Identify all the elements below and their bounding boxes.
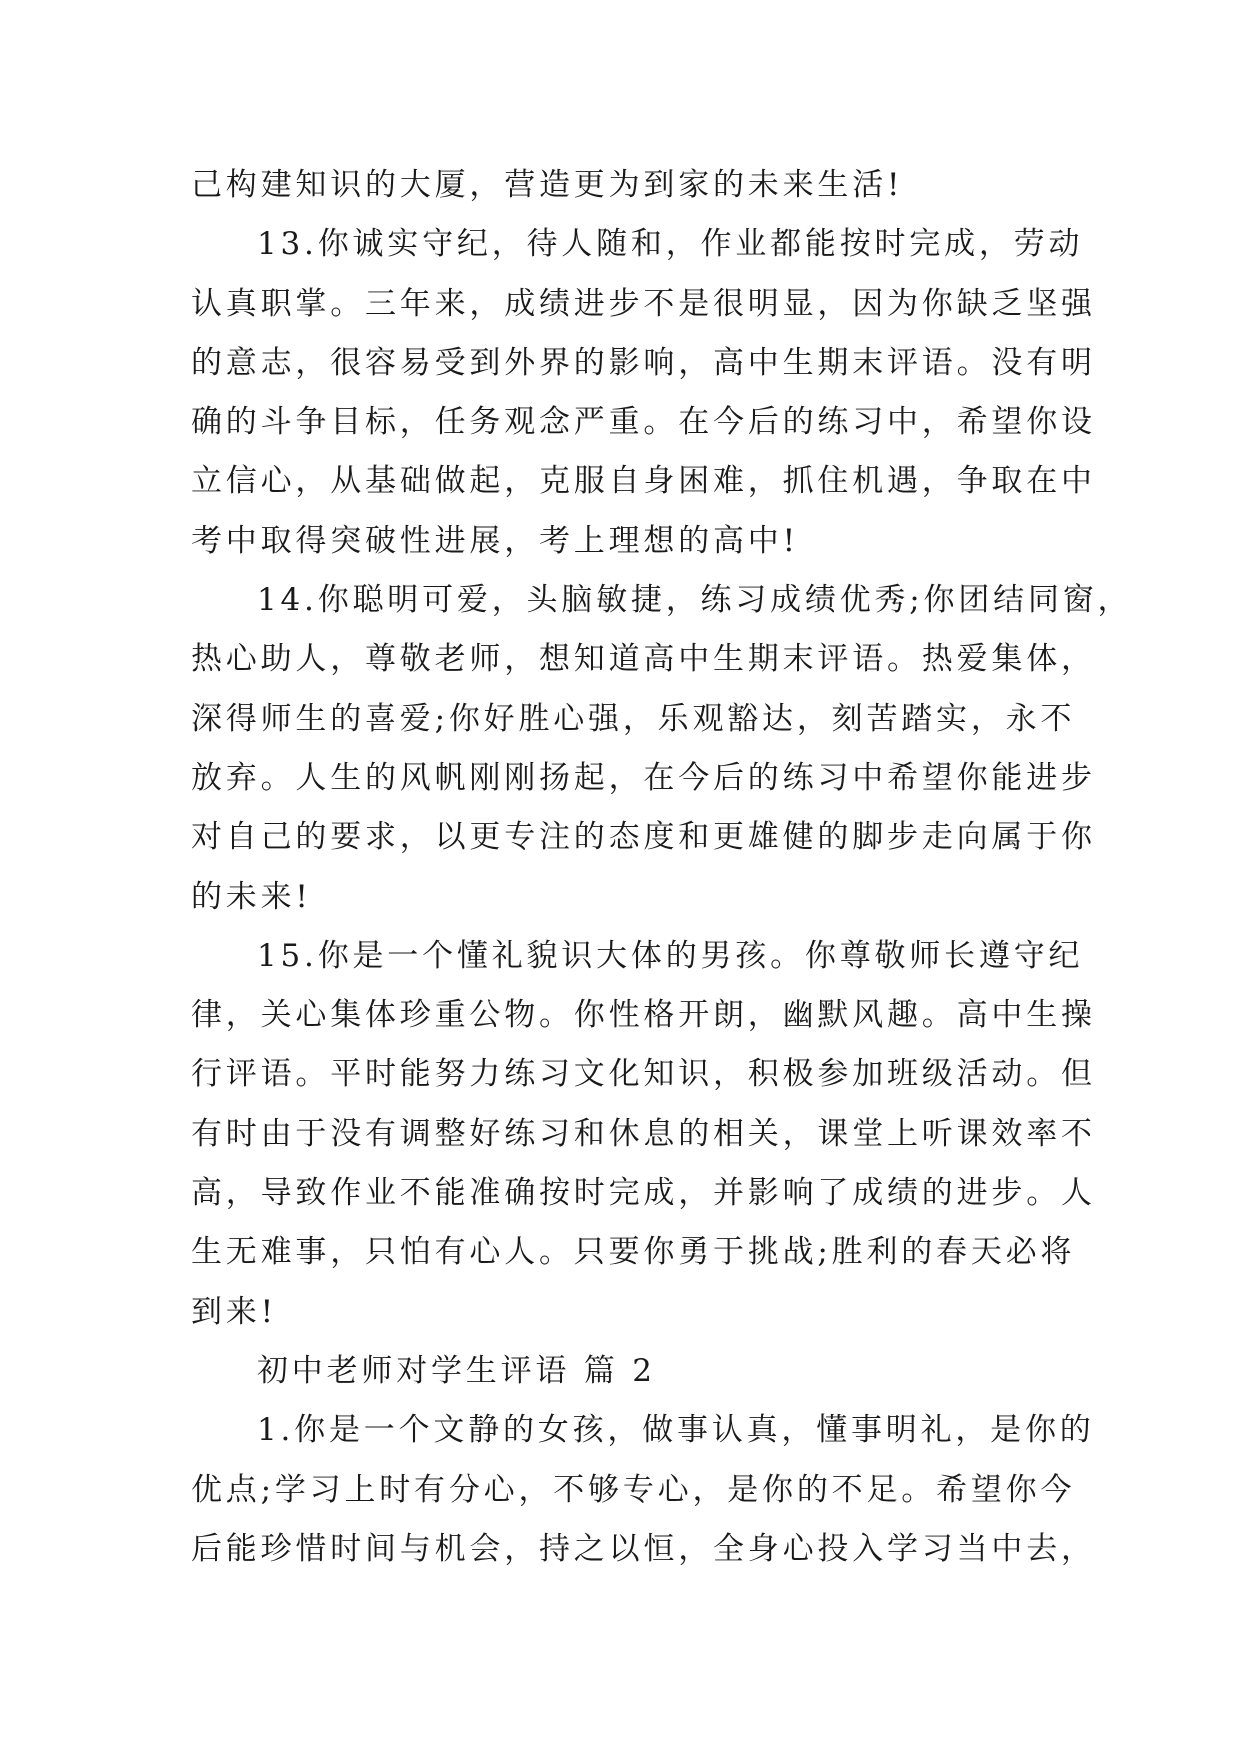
paragraph-line: 立信心，从基础做起，克服自身困难，抓住机遇，争取在中 [191,463,1096,500]
paragraph-line: 行评语。平时能努力练习文化知识，积极参加班级活动。但 [191,1056,1096,1093]
paragraph-line: 到来! [191,1293,277,1330]
paragraph-line: 己构建知识的大厦，营造更为到家的未来生活! [191,167,904,203]
paragraph-line: 的未来! [191,878,312,915]
paragraph-line: 的意志，很容易受到外界的影响，高中生期末评语。没有明 [191,344,1096,381]
paragraph-line: 确的斗争目标，任务观念严重。在今后的练习中，希望你设 [191,404,1096,441]
paragraph-first-line: 13.你诚实守纪，待人随和，作业都能按时完成，劳动 [257,226,1084,263]
paragraph-line: 考中取得突破性进展，考上理想的高中! [191,522,799,559]
paragraph-line: 高，导致作业不能准确按时完成，并影响了成绩的进步。人 [191,1175,1096,1212]
paragraph-line: 热心助人，尊敬老师，想知道高中生期末评语。热爱集体， [191,641,1096,678]
paragraph-line: 后能珍惜时间与机会，持之以恒，全身心投入学习当中去， [191,1530,1096,1567]
paragraph-line: 深得师生的喜爱;你好胜心强，乐观豁达，刻苦踏实，永不 [191,700,1076,737]
paragraph-line: 对自己的要求，以更专注的态度和更雄健的脚步走向属于你 [191,819,1096,856]
paragraph-line: 认真职掌。三年来，成绩进步不是很明显，因为你缺乏坚强 [191,285,1096,322]
paragraph-line: 生无难事，只怕有心人。只要你勇于挑战;胜利的春天必将 [191,1234,1076,1271]
paragraph-line: 律，关心集体珍重公物。你性格开朗，幽默风趣。高中生操 [191,997,1096,1034]
paragraph-first-line: 15.你是一个懂礼貌识大体的男孩。你尊敬师长遵守纪 [257,937,1084,974]
paragraph-line: 优点;学习上时有分心，不够专心，是你的不足。希望你今 [191,1471,1076,1508]
paragraph-line: 放弃。人生的风帆刚刚扬起，在今后的练习中希望你能进步 [191,759,1096,796]
paragraph-first-line: 1.你是一个文静的女孩，做事认真，懂事明礼，是你的 [257,1412,1095,1449]
paragraph-line: 有时由于没有调整好练习和休息的相关，课堂上听课效率不 [191,1115,1096,1152]
document-body [191,156,1133,1579]
paragraph-first-line: 14.你聪明可爱，头脑敏捷，练习成绩优秀;你团结同窗， [257,582,1133,619]
paragraph-first-line: 初中老师对学生评语 篇 2 [257,1352,656,1389]
